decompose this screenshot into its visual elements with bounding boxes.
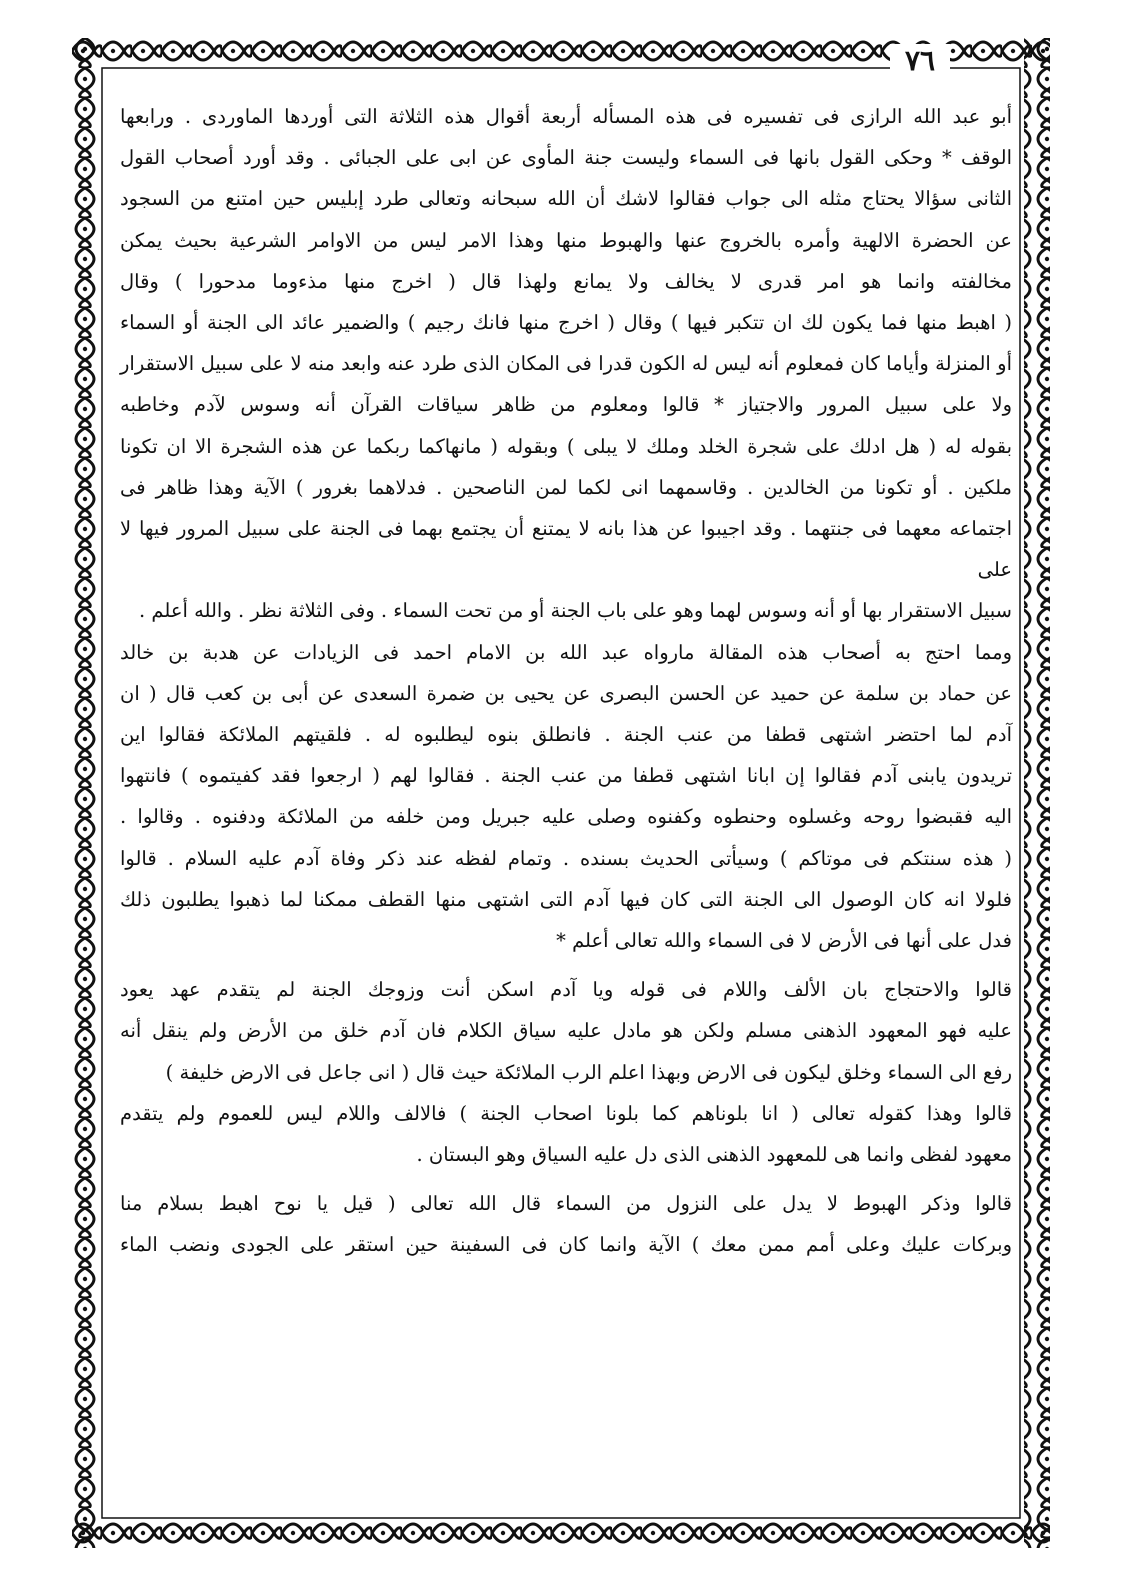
text-line: ( هذه سنتكم فى موتاكم ) وسيأتى الحديث بسنده . وتمام لفظه عند ذكر وفاة آدم عليه السلام . قالوا <box>120 846 1012 870</box>
text-line: تريدون يابنى آدم فقالوا إن ابانا اشتهى قطفا من عنب الجنة . فقالوا لهم ( ارجعوا فقد كفيتموه ) فانتهوا <box>120 764 1012 788</box>
text-line: اجتماعه معهما فى جنتهما . وقد اجيبوا عن هذا بانه لا يمتنع أن يجتمع بهما فى الجنة على سبيل المرور فيها لا على <box>120 517 1012 582</box>
text-line: أو المنزلة وأياما كان فمعلوم أنه ليس له الكون قدرا فى المكان الذى طرد عنه وابعد منه لا على سبيل الاستقرار <box>120 352 1012 376</box>
text-line: عن الحضرة الالهية وأمره بالخروج عنها والهبوط منها وهذا الامر ليس من الاوامر الشرعية بحيث يمكن <box>120 228 1012 252</box>
text-line: الثانى سؤالا يحتاج مثله الى جواب فقالوا لاشك أن الله سبحانه وتعالى طرد إبليس حين امتنع من السجود <box>120 187 1012 211</box>
text-line: آدم لما احتضر اشتهى قطفا من عنب الجنة . فانطلق بنوه ليطلبوه له . فلقيتهم الملائكة فقالوا اين <box>120 723 1012 747</box>
text-line: ومما احتج به أصحاب هذه المقالة مارواه عبد الله بن الامام احمد فى الزيادات عن هدبة بن خالد <box>120 640 1012 664</box>
page-number: ٧٦ <box>890 44 950 84</box>
text-line: مخالفته وانما هو امر قدرى لا يخالف ولا يمانع ولهذا قال ( اخرج منها مذءوما مدحورا ) وقال <box>120 269 1012 293</box>
text-line: ( اهبط منها فما يكون لك ان تتكبر فيها ) وقال ( اخرج منها فانك رجيم ) والضمير عائد الى الجنة أو السماء <box>120 311 1012 335</box>
text-line: عليه فهو المعهود الذهنى مسلم ولكن هو مادل عليه سياق الكلام فان آدم خلق من الأرض ولم ينقل أنه <box>120 1019 1012 1043</box>
text-line: قالوا وهذا كقوله تعالى ( انا بلوناهم كما بلونا اصحاب الجنة ) فالالف واللام ليس للعموم ولم يتقدم <box>120 1101 1012 1125</box>
text-line: وبركات عليك وعلى أمم ممن معك ) الآية وانما كان فى السفينة حين استقر على الجودى ونضب الماء <box>120 1233 1012 1257</box>
text-line: ملكين . أو تكونا من الخالدين . وقاسمهما انى لكما لمن الناصحين . فدلاهما بغرور ) الآية وهذا ظاهر فى <box>120 475 1012 499</box>
text-line: فدل على أنها فى الأرض لا فى السماء والله تعالى أعلم * <box>556 929 1012 953</box>
text-line: قالوا والاحتجاج بان الألف واللام فى قوله ويا آدم اسكن أنت وزوجك الجنة لم يتقدم عهد يعود <box>120 978 1012 1002</box>
text-line: رفع الى السماء وخلق ليكون فى الارض وبهذا اعلم الرب الملائكة حيث قال ( انى جاعل فى الارض خليفة ) <box>165 1060 1012 1084</box>
text-line: قالوا وذكر الهبوط لا يدل على النزول من السماء قال الله تعالى ( قيل يا نوح اهبط بسلام منا <box>120 1192 1012 1216</box>
text-line: سبيل الاستقرار بها أو أنه وسوس لهما وهو على باب الجنة أو من تحت السماء . وفى الثلاثة نظر . والله أعلم . <box>139 599 1012 623</box>
text-line: عن حماد بن سلمة عن حميد عن الحسن البصرى عن يحيى بن ضمرة السعدى عن أبى بن كعب قال ( ان <box>120 681 1012 705</box>
page-body <box>120 96 1012 1486</box>
text-line: معهود لفظى وانما هى للمعهود الذهنى الذى دل عليه السياق وهو البستان . <box>416 1143 1012 1167</box>
text-line: أبو عبد الله الرازى فى تفسيره فى هذه المسأله أربعة أقوال هذه الثلاثة التى أوردها الماوردى . ورابعها <box>120 105 1012 128</box>
text-line: الوقف * وحكى القول بانها فى السماء وليست جنة المأوى عن ابى على الجبائى . وقد أورد أصحاب القول <box>120 146 1012 170</box>
text-line: ولا على سبيل المرور والاجتياز * قالوا ومعلوم من ظاهر سياقات القرآن أنه وسوس لآدم وخاطبه <box>120 393 1012 417</box>
text-line: فلولا انه كان الوصول الى الجنة التى كان فيها آدم التى اشتهى منها القطف ممكنا لما ذهبوا يطلبون ذلك <box>120 887 1012 911</box>
text-line: بقوله له ( هل ادلك على شجرة الخلد وملك لا يبلى ) وبقوله ( مانهاكما ربكما عن هذه الشجرة الا ان تكونا <box>120 434 1012 458</box>
text-line: اليه فقبضوا روحه وغسلوه وحنطوه وكفنوه وصلى عليه جبريل ومن خلفه من الملائكة ودفنوه . وقالوا . <box>120 805 1012 829</box>
